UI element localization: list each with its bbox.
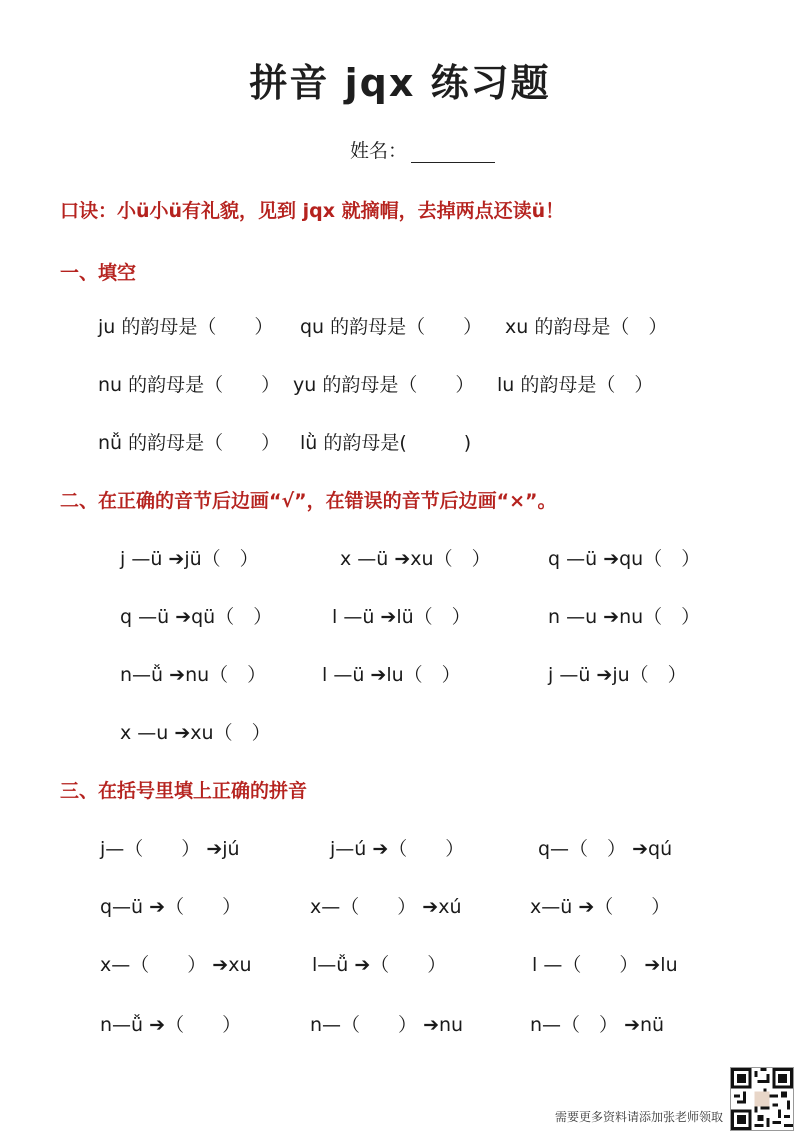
judge-left: q —ü [120,606,170,628]
fill-item-lv[interactable]: lǜ 的韵母是( ) [300,432,472,454]
fill-left: x—ü [530,896,573,918]
judge-right: lü（ ） [396,606,471,628]
fill-right: xu [228,954,252,976]
fill-left: n—（ ） [310,1014,418,1036]
judge-left: l —ü [332,606,375,628]
fill-pinyin-item[interactable] [310,1010,463,1037]
arrow-icon: ➔ [422,896,439,918]
name-field-row [350,136,495,163]
fill-right: （ ） [370,954,447,976]
fill-item-qu[interactable]: qu 的韵母是（ ） [300,316,483,338]
fill-left: n—（ ） [530,1014,619,1036]
judge-item[interactable] [548,544,700,571]
judge-left: x —u [120,722,169,744]
fill-item-ju[interactable]: ju 的韵母是（ ） [98,316,274,338]
fill-left: q—ü [100,896,144,918]
judge-right: jü（ ） [184,548,259,570]
fill-item-xu[interactable]: xu 的韵母是（ ） [505,316,668,338]
arrow-icon: ➔ [175,606,192,628]
fill-pinyin-item[interactable] [100,950,252,977]
fill-left: q—（ ） [538,838,627,860]
arrow-icon: ➔ [206,838,223,860]
judge-right: xu（ ） [190,722,271,744]
fill-pinyin-item[interactable] [532,950,678,977]
judge-right: lu（ ） [386,664,461,686]
fill-right: qú [648,838,673,860]
page-title: 拼音 jqx 练习题 [249,61,551,105]
arrow-icon: ➔ [603,606,620,628]
fill-left: x—（ ） [100,954,207,976]
fill-left: l—ǚ [312,954,349,976]
judge-right: nu（ ） [185,664,267,686]
judge-left: x —ü [340,548,389,570]
section2-title: 二、在正确的音节后边画“√”，在错误的音节后边画“×”。 [60,490,557,512]
judge-left: j —ü [120,548,163,570]
judge-right: qü（ ） [191,606,273,628]
fill-right: （ ） [594,896,671,918]
fill-pinyin-item[interactable] [312,950,446,977]
fill-item-nu[interactable]: nu 的韵母是（ ） [98,374,281,396]
arrow-icon: ➔ [380,606,397,628]
arrow-icon: ➔ [212,954,229,976]
judge-item[interactable] [340,544,491,571]
judge-left: j —ü [548,664,591,686]
mnemonic: 口诀：小ü小ü有礼貌，见到 jqx 就摘帽，去掉两点还读ü！ [60,200,565,222]
judge-right: xu（ ） [410,548,491,570]
judge-item[interactable] [120,718,271,745]
arrow-icon: ➔ [578,896,595,918]
judge-item[interactable] [332,602,471,629]
judge-item[interactable] [120,544,259,571]
section3-title: 三、在括号里填上正确的拼音 [60,780,308,802]
judge-item[interactable] [322,660,461,687]
fill-pinyin-item[interactable] [310,892,462,919]
judge-item[interactable] [120,660,266,687]
fill-pinyin-item[interactable] [538,834,672,861]
arrow-icon: ➔ [423,1014,440,1036]
judge-left: q —ü [548,548,598,570]
arrow-icon: ➔ [174,722,191,744]
judge-left: l —ü [322,664,365,686]
fill-left: x—（ ） [310,896,417,918]
fill-right: （ ） [165,896,242,918]
fill-right: （ ） [388,838,465,860]
fill-item-yu[interactable]: yu 的韵母是（ ） [293,374,475,396]
fill-right: lu [660,954,678,976]
arrow-icon: ➔ [168,548,185,570]
fill-right: nü [640,1014,665,1036]
fill-pinyin-item[interactable] [530,1010,664,1037]
fill-left: n—ǚ [100,1014,144,1036]
arrow-icon: ➔ [354,954,371,976]
arrow-icon: ➔ [603,548,620,570]
arrow-icon: ➔ [632,838,649,860]
judge-right: qu（ ） [619,548,701,570]
fill-pinyin-item[interactable] [330,834,464,861]
fill-left: l —（ ） [532,954,639,976]
fill-item-lu[interactable]: lu 的韵母是（ ） [497,374,654,396]
arrow-icon: ➔ [394,548,411,570]
fill-pinyin-item[interactable] [100,834,240,861]
fill-left: j—（ ） [100,838,201,860]
fill-right: jú [222,838,240,860]
arrow-icon: ➔ [149,1014,166,1036]
judge-item[interactable] [548,660,687,687]
arrow-icon: ➔ [370,664,387,686]
judge-right: nu（ ） [619,606,701,628]
fill-pinyin-item[interactable] [100,892,241,919]
arrow-icon: ➔ [644,954,661,976]
judge-item[interactable] [548,602,700,629]
judge-left: n—ǚ [120,664,164,686]
fill-pinyin-item[interactable] [530,892,670,919]
fill-right: nu [439,1014,464,1036]
fill-right: xú [438,896,462,918]
qr-code-icon [730,1067,794,1131]
arrow-icon: ➔ [169,664,186,686]
arrow-icon: ➔ [149,896,166,918]
section1-title: 一、填空 [60,262,137,284]
fill-pinyin-item[interactable] [100,1010,241,1037]
name-label: 姓名： [350,140,408,162]
judge-right: ju（ ） [612,664,687,686]
fill-right: （ ） [165,1014,242,1036]
arrow-icon: ➔ [372,838,389,860]
arrow-icon: ➔ [624,1014,641,1036]
judge-left: n —u [548,606,598,628]
judge-item[interactable] [120,602,272,629]
name-blank-line[interactable] [411,142,495,163]
footer-note: 需要更多资料请添加张老师领取 [555,1110,724,1124]
fill-item-nv[interactable]: nǚ 的韵母是（ ） [98,432,281,454]
arrow-icon: ➔ [596,664,613,686]
fill-left: j—ú [330,838,367,860]
